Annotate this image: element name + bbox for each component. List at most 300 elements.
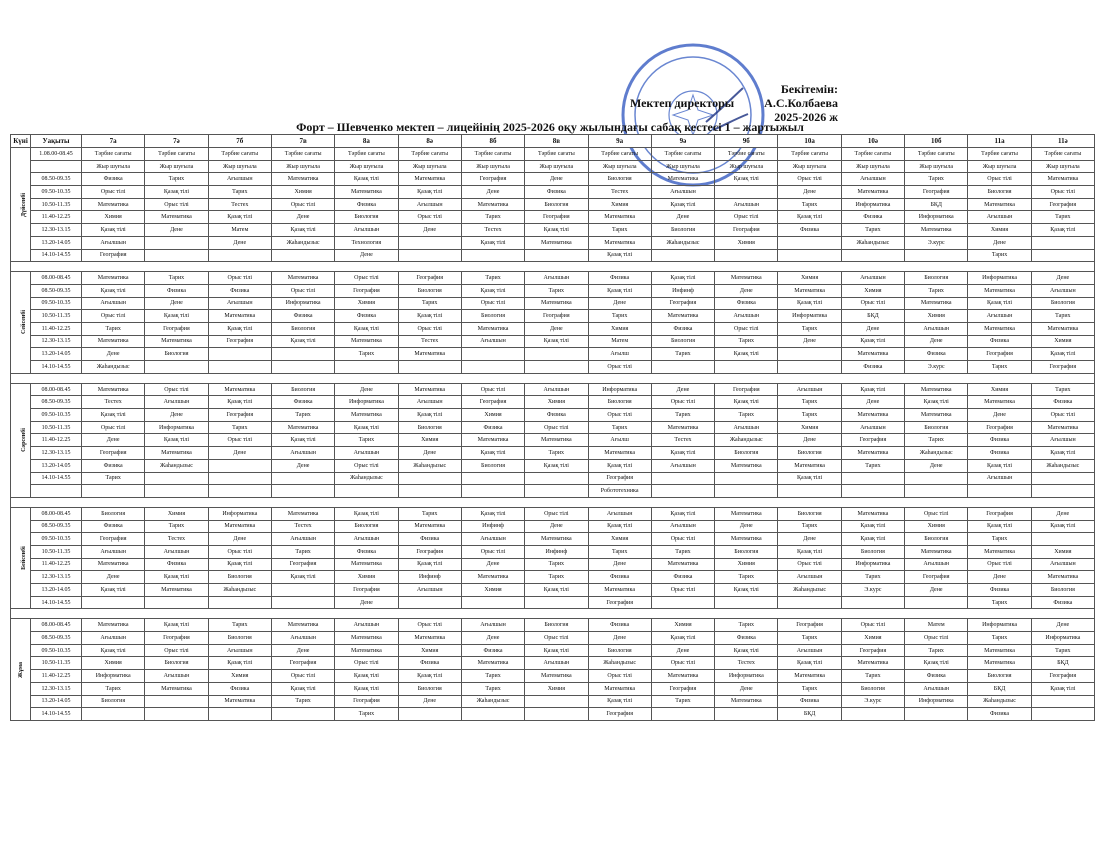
lesson-cell: Ағылшын <box>398 584 461 597</box>
lesson-cell <box>778 236 841 249</box>
lesson-cell: Математика <box>208 520 271 533</box>
lesson-cell: Қазақ тілі <box>335 507 398 520</box>
lesson-cell: БҚД <box>968 682 1031 695</box>
lesson-cell: Қазақ тілі <box>461 236 524 249</box>
lesson-cell: География <box>905 186 968 199</box>
lesson-cell: Орыс тілі <box>715 322 778 335</box>
lesson-cell: География <box>398 272 461 285</box>
page-title: Форт – Шевченко мектеп – лицейінің 2025-2026 оқу жылындағы сабақ кестесі 1 – жартыжыл <box>296 120 804 134</box>
lesson-cell: Орыс тілі <box>82 186 145 199</box>
day-name: Сәрсенбі <box>20 428 27 453</box>
lesson-cell: Биология <box>1031 297 1094 310</box>
lesson-cell: Қазақ тілі <box>1031 348 1094 361</box>
column-header: 8б <box>461 135 524 148</box>
lesson-cell: Ағылшын <box>651 459 714 472</box>
lesson-cell: Дене <box>461 186 524 199</box>
lesson-cell: Жаһандызыс <box>588 657 651 670</box>
lesson-cell: Қазақ тілі <box>398 310 461 323</box>
lesson-cell: Химия <box>525 396 588 409</box>
lesson-cell: Математика <box>905 383 968 396</box>
lesson-cell: Тарих <box>525 571 588 584</box>
time-cell: 09.50-10.35 <box>31 409 82 422</box>
lesson-cell <box>208 485 271 498</box>
lesson-cell <box>398 708 461 721</box>
lesson-cell: Физика <box>715 632 778 645</box>
time-cell: 08.50-09.35 <box>31 520 82 533</box>
lesson-cell: Жыр шуғыла <box>778 160 841 173</box>
lesson-cell: Жаһандызыс <box>398 459 461 472</box>
lesson-cell: Қазақ тілі <box>208 322 271 335</box>
table-row <box>11 657 1095 670</box>
lesson-cell: Физика <box>335 310 398 323</box>
time-cell: 12.30-13.15 <box>31 447 82 460</box>
lesson-cell: Тарих <box>208 421 271 434</box>
lesson-cell: Математика <box>335 335 398 348</box>
lesson-cell: Математика <box>715 695 778 708</box>
lesson-cell: Орыс тілі <box>82 310 145 323</box>
lesson-cell: Физика <box>271 310 334 323</box>
lesson-cell: Ағылшын <box>461 335 524 348</box>
lesson-cell: Дене <box>271 459 334 472</box>
lesson-cell <box>461 708 524 721</box>
lesson-cell: Математика <box>271 272 334 285</box>
lesson-cell: Физика <box>968 584 1031 597</box>
lesson-cell: Биология <box>525 198 588 211</box>
lesson-cell: Математика <box>145 584 208 597</box>
lesson-cell: Қазақ тілі <box>461 447 524 460</box>
lesson-cell: Математика <box>841 186 904 199</box>
lesson-cell: Тарих <box>588 310 651 323</box>
lesson-cell: Дене <box>715 284 778 297</box>
lesson-cell: Орыс тілі <box>841 619 904 632</box>
lesson-cell: Э.курс <box>841 584 904 597</box>
lesson-cell: Жаһандызыс <box>715 434 778 447</box>
lesson-cell: Тәрбие сағаты <box>398 148 461 161</box>
lesson-cell: Тарих <box>208 619 271 632</box>
lesson-cell: Математика <box>968 545 1031 558</box>
lesson-cell: Дене <box>461 558 524 571</box>
lesson-cell: Қазақ тілі <box>335 173 398 186</box>
lesson-cell <box>145 596 208 609</box>
lesson-cell <box>905 485 968 498</box>
lesson-cell <box>82 485 145 498</box>
lesson-cell: Математика <box>82 383 145 396</box>
lesson-cell: Химия <box>778 421 841 434</box>
table-row <box>11 682 1095 695</box>
lesson-cell: Орыс тілі <box>335 272 398 285</box>
lesson-cell: Дене <box>841 322 904 335</box>
lesson-cell: Орыс тілі <box>588 409 651 422</box>
lesson-cell: Математика <box>398 173 461 186</box>
lesson-cell: Математика <box>145 335 208 348</box>
lesson-cell: Биология <box>651 335 714 348</box>
lesson-cell: Информатика <box>778 310 841 323</box>
lesson-cell: Қазақ тілі <box>588 520 651 533</box>
lesson-cell: Қазақ тілі <box>82 284 145 297</box>
day-name: Жұма <box>17 661 24 678</box>
table-row <box>11 558 1095 571</box>
lesson-cell: Орыс тілі <box>145 383 208 396</box>
lesson-cell: Қазақ тілі <box>588 459 651 472</box>
lesson-cell: Математика <box>335 558 398 571</box>
separator-cell <box>11 609 1095 619</box>
lesson-cell: Химия <box>1031 335 1094 348</box>
lesson-cell: Жыр шуғыла <box>841 160 904 173</box>
lesson-cell: Математика <box>588 236 651 249</box>
time-cell: 14.10-14.55 <box>31 596 82 609</box>
table-row <box>11 409 1095 422</box>
lesson-cell: Қазақ тілі <box>398 558 461 571</box>
lesson-cell: География <box>841 644 904 657</box>
lesson-cell: Орыс тілі <box>145 644 208 657</box>
lesson-cell: Дене <box>715 520 778 533</box>
lesson-cell: Жаһандызыс <box>841 236 904 249</box>
lesson-cell: Тарих <box>461 211 524 224</box>
lesson-cell: География <box>715 224 778 237</box>
lesson-cell: Тарих <box>588 421 651 434</box>
lesson-cell: Тарих <box>271 409 334 422</box>
lesson-cell <box>778 485 841 498</box>
lesson-cell: Тестех <box>715 657 778 670</box>
time-cell: 08.50-09.35 <box>31 173 82 186</box>
lesson-cell <box>398 485 461 498</box>
lesson-cell: География <box>525 310 588 323</box>
lesson-cell: Жыр шуғыла <box>1031 160 1094 173</box>
lesson-cell: Математика <box>525 434 588 447</box>
lesson-cell: Тарих <box>841 670 904 683</box>
lesson-cell: Тарих <box>271 545 334 558</box>
lesson-cell: Математика <box>461 322 524 335</box>
lesson-cell: Химия <box>841 284 904 297</box>
lesson-cell: Қазақ тілі <box>905 396 968 409</box>
day-name: Сейсенбі <box>21 310 28 335</box>
lesson-cell: Тарих <box>588 545 651 558</box>
lesson-cell <box>271 361 334 374</box>
lesson-cell: Тарих <box>968 632 1031 645</box>
lesson-cell: Орыс тілі <box>82 421 145 434</box>
lesson-cell: Биология <box>398 284 461 297</box>
table-row <box>11 632 1095 645</box>
lesson-cell: Информатика <box>905 211 968 224</box>
lesson-cell: Тарих <box>905 434 968 447</box>
lesson-cell: Математика <box>335 644 398 657</box>
lesson-cell: Тарих <box>778 322 841 335</box>
lesson-cell: Дене <box>82 434 145 447</box>
lesson-cell: География <box>208 335 271 348</box>
lesson-cell: Ағылшын <box>145 545 208 558</box>
lesson-cell: География <box>82 249 145 262</box>
time-cell: 08.00-08.45 <box>31 619 82 632</box>
lesson-cell: Биология <box>968 670 1031 683</box>
lesson-cell: Математика <box>208 383 271 396</box>
lesson-cell: Орыс тілі <box>588 670 651 683</box>
lesson-cell: Тәрбие сағаты <box>145 148 208 161</box>
lesson-cell: Инфинф <box>461 520 524 533</box>
lesson-cell: Биология <box>398 421 461 434</box>
lesson-cell: Тәрбие сағаты <box>1031 148 1094 161</box>
lesson-cell: Химия <box>905 520 968 533</box>
table-row <box>11 211 1095 224</box>
lesson-cell: Биология <box>715 447 778 460</box>
lesson-cell: Жыр шуғыла <box>651 160 714 173</box>
lesson-cell: География <box>715 383 778 396</box>
lesson-cell: Қазақ тілі <box>1031 520 1094 533</box>
time-cell: 14.10-14.55 <box>31 361 82 374</box>
lesson-cell: Қазақ тілі <box>715 644 778 657</box>
lesson-cell: География <box>525 211 588 224</box>
schedule-table <box>10 134 1095 721</box>
lesson-cell: Химия <box>461 584 524 597</box>
lesson-cell: Химия <box>778 272 841 285</box>
lesson-cell: Биология <box>1031 584 1094 597</box>
lesson-cell: Дене <box>588 297 651 310</box>
lesson-cell: Ағылшын <box>208 644 271 657</box>
lesson-cell: Дене <box>525 520 588 533</box>
time-cell: 14.10-14.55 <box>31 472 82 485</box>
lesson-cell: Жаһандызыс <box>905 447 968 460</box>
time-cell: 14.10-14.55 <box>31 708 82 721</box>
lesson-cell: Тарих <box>715 409 778 422</box>
lesson-cell: Ағылшын <box>841 173 904 186</box>
time-cell: 13.20-14.05 <box>31 695 82 708</box>
lesson-cell: Физика <box>968 708 1031 721</box>
lesson-cell: Тарих <box>82 682 145 695</box>
table-row <box>11 485 1095 498</box>
lesson-cell: Қазақ тілі <box>335 682 398 695</box>
lesson-cell: Орыс тілі <box>271 198 334 211</box>
lesson-cell: Математика <box>1031 322 1094 335</box>
lesson-cell: Математика <box>841 657 904 670</box>
lesson-cell: Қазақ тілі <box>715 173 778 186</box>
lesson-cell: Биология <box>208 632 271 645</box>
lesson-cell: Информатика <box>841 198 904 211</box>
lesson-cell: Қазақ тілі <box>398 670 461 683</box>
lesson-cell: Орыс тілі <box>461 383 524 396</box>
lesson-cell: Қазақ тілі <box>841 520 904 533</box>
lesson-cell <box>715 472 778 485</box>
lesson-cell: Жыр шуғыла <box>968 160 1031 173</box>
lesson-cell: Математика <box>82 619 145 632</box>
column-header: 8в <box>525 135 588 148</box>
lesson-cell: Қазақ тілі <box>841 335 904 348</box>
lesson-cell: Математика <box>82 335 145 348</box>
lesson-cell: Математика <box>1031 173 1094 186</box>
lesson-cell <box>1031 236 1094 249</box>
director-line <box>630 96 838 110</box>
lesson-cell: Дене <box>651 644 714 657</box>
lesson-cell: Жыр шуғыла <box>461 160 524 173</box>
table-row <box>11 434 1095 447</box>
lesson-cell: Тестех <box>588 186 651 199</box>
lesson-cell: Ағылшын <box>905 682 968 695</box>
lesson-cell: Дене <box>715 682 778 695</box>
lesson-cell: Математика <box>588 447 651 460</box>
table-row <box>11 335 1095 348</box>
lesson-cell <box>651 596 714 609</box>
lesson-cell <box>841 472 904 485</box>
lesson-cell: Тәрбие сағаты <box>841 148 904 161</box>
lesson-cell: Физика <box>271 396 334 409</box>
table-row <box>11 361 1095 374</box>
lesson-cell: Ағылшын <box>651 186 714 199</box>
lesson-cell: Дене <box>208 236 271 249</box>
lesson-cell: Ағылшын <box>525 272 588 285</box>
lesson-cell: Биология <box>271 383 334 396</box>
lesson-cell: География <box>271 657 334 670</box>
lesson-cell: Математика <box>82 558 145 571</box>
time-cell: 08.50-09.35 <box>31 632 82 645</box>
lesson-cell: Математика <box>1031 421 1094 434</box>
lesson-cell: Тарих <box>145 272 208 285</box>
lesson-cell: Физика <box>905 670 968 683</box>
day-name: Дүйсенбі <box>21 192 28 217</box>
lesson-cell: Химия <box>525 682 588 695</box>
table-row <box>11 447 1095 460</box>
lesson-cell: Биология <box>398 682 461 695</box>
lesson-cell: Дене <box>398 695 461 708</box>
lesson-cell: Математика <box>715 272 778 285</box>
lesson-cell: Орыс тілі <box>588 361 651 374</box>
lesson-cell: География <box>1031 670 1094 683</box>
lesson-cell: Математика <box>778 670 841 683</box>
lesson-cell: Ағылшын <box>905 322 968 335</box>
lesson-cell: Физика <box>525 186 588 199</box>
lesson-cell <box>1031 485 1094 498</box>
lesson-cell: Физика <box>525 409 588 422</box>
lesson-cell: Қазақ тілі <box>208 396 271 409</box>
lesson-cell: Дене <box>145 224 208 237</box>
lesson-cell: Тарих <box>525 558 588 571</box>
lesson-cell: Математика <box>335 186 398 199</box>
lesson-cell: Физика <box>841 361 904 374</box>
lesson-cell: Тарих <box>968 249 1031 262</box>
lesson-cell: БҚД <box>905 198 968 211</box>
lesson-cell: Тарих <box>461 272 524 285</box>
lesson-cell: Матем <box>588 335 651 348</box>
lesson-cell: Математика <box>145 211 208 224</box>
academic-year: 2025-2026 ж <box>774 110 838 124</box>
lesson-cell: География <box>335 695 398 708</box>
lesson-cell: Физика <box>145 558 208 571</box>
lesson-cell: Орыс тілі <box>841 297 904 310</box>
column-header: 7а <box>82 135 145 148</box>
lesson-cell: Физика <box>905 348 968 361</box>
lesson-cell <box>778 361 841 374</box>
lesson-cell: Биология <box>841 545 904 558</box>
column-header: 10б <box>905 135 968 148</box>
time-cell: 13.20-14.05 <box>31 348 82 361</box>
lesson-cell: Тестех <box>398 335 461 348</box>
lesson-cell: Тарих <box>715 619 778 632</box>
lesson-cell: Биология <box>145 657 208 670</box>
time-cell <box>31 485 82 498</box>
lesson-cell: Тестех <box>461 224 524 237</box>
lesson-cell: Қазақ тілі <box>1031 447 1094 460</box>
lesson-cell: Химия <box>82 657 145 670</box>
time-cell: 09.50-10.35 <box>31 533 82 546</box>
lesson-cell: Дене <box>335 383 398 396</box>
lesson-cell: Химия <box>461 409 524 422</box>
lesson-cell: Қазақ тілі <box>715 348 778 361</box>
lesson-cell: Биология <box>588 644 651 657</box>
director-name: А.С.Колбаева <box>764 96 838 110</box>
lesson-cell <box>208 249 271 262</box>
lesson-cell: Орыс тілі <box>715 211 778 224</box>
lesson-cell: Химия <box>968 224 1031 237</box>
lesson-cell: Математика <box>905 545 968 558</box>
lesson-cell: Математика <box>588 584 651 597</box>
lesson-cell: Қазақ тілі <box>271 335 334 348</box>
lesson-cell: Ағылшын <box>715 421 778 434</box>
lesson-cell: Информатика <box>145 421 208 434</box>
lesson-cell: Тарих <box>905 284 968 297</box>
column-header: 11а <box>968 135 1031 148</box>
lesson-cell: Физика <box>461 421 524 434</box>
lesson-cell: География <box>335 584 398 597</box>
lesson-cell: Математика <box>271 421 334 434</box>
lesson-cell <box>715 361 778 374</box>
lesson-cell <box>905 708 968 721</box>
day-label <box>11 148 31 262</box>
lesson-cell: Математика <box>398 520 461 533</box>
separator-cell <box>11 497 1095 507</box>
lesson-cell <box>778 596 841 609</box>
lesson-cell: Тарих <box>651 409 714 422</box>
table-row <box>11 571 1095 584</box>
lesson-cell <box>905 596 968 609</box>
lesson-cell: Биология <box>208 571 271 584</box>
lesson-cell: Математика <box>525 297 588 310</box>
lesson-cell: Тарих <box>461 670 524 683</box>
lesson-cell <box>841 596 904 609</box>
lesson-cell: Биология <box>778 447 841 460</box>
lesson-cell: Дене <box>208 533 271 546</box>
lesson-cell: Тарих <box>525 447 588 460</box>
lesson-cell: Ағылшын <box>778 383 841 396</box>
lesson-cell: Математика <box>778 459 841 472</box>
lesson-cell: Тарих <box>335 708 398 721</box>
lesson-cell: Ағылшын <box>525 657 588 670</box>
lesson-cell: Қазақ тілі <box>905 657 968 670</box>
lesson-cell: Қазақ тілі <box>525 644 588 657</box>
lesson-cell: Жаһандызыс <box>82 361 145 374</box>
table-row <box>11 670 1095 683</box>
lesson-cell: Химия <box>651 619 714 632</box>
table-row <box>11 396 1095 409</box>
lesson-cell: Ағылшын <box>905 558 968 571</box>
lesson-cell: Дене <box>968 409 1031 422</box>
lesson-cell: Ағылшын <box>778 571 841 584</box>
lesson-cell: Ағылшын <box>208 173 271 186</box>
lesson-cell: Тәрбие сағаты <box>905 148 968 161</box>
lesson-cell: БҚД <box>1031 657 1094 670</box>
time-cell: 09.50-10.35 <box>31 644 82 657</box>
lesson-cell: Жаһандызыс <box>1031 459 1094 472</box>
lesson-cell: Орыс тілі <box>651 657 714 670</box>
separator-cell <box>11 373 1095 383</box>
lesson-cell: Орыс тілі <box>398 619 461 632</box>
lesson-cell: Математика <box>651 173 714 186</box>
lesson-cell: Тарих <box>778 409 841 422</box>
lesson-cell <box>525 708 588 721</box>
lesson-cell: БҚД <box>778 708 841 721</box>
lesson-cell: Қазақ тілі <box>208 657 271 670</box>
lesson-cell: Физика <box>651 322 714 335</box>
table-row <box>11 383 1095 396</box>
lesson-cell: География <box>1031 361 1094 374</box>
time-cell: 10.50-11.35 <box>31 657 82 670</box>
lesson-cell: Математика <box>905 297 968 310</box>
